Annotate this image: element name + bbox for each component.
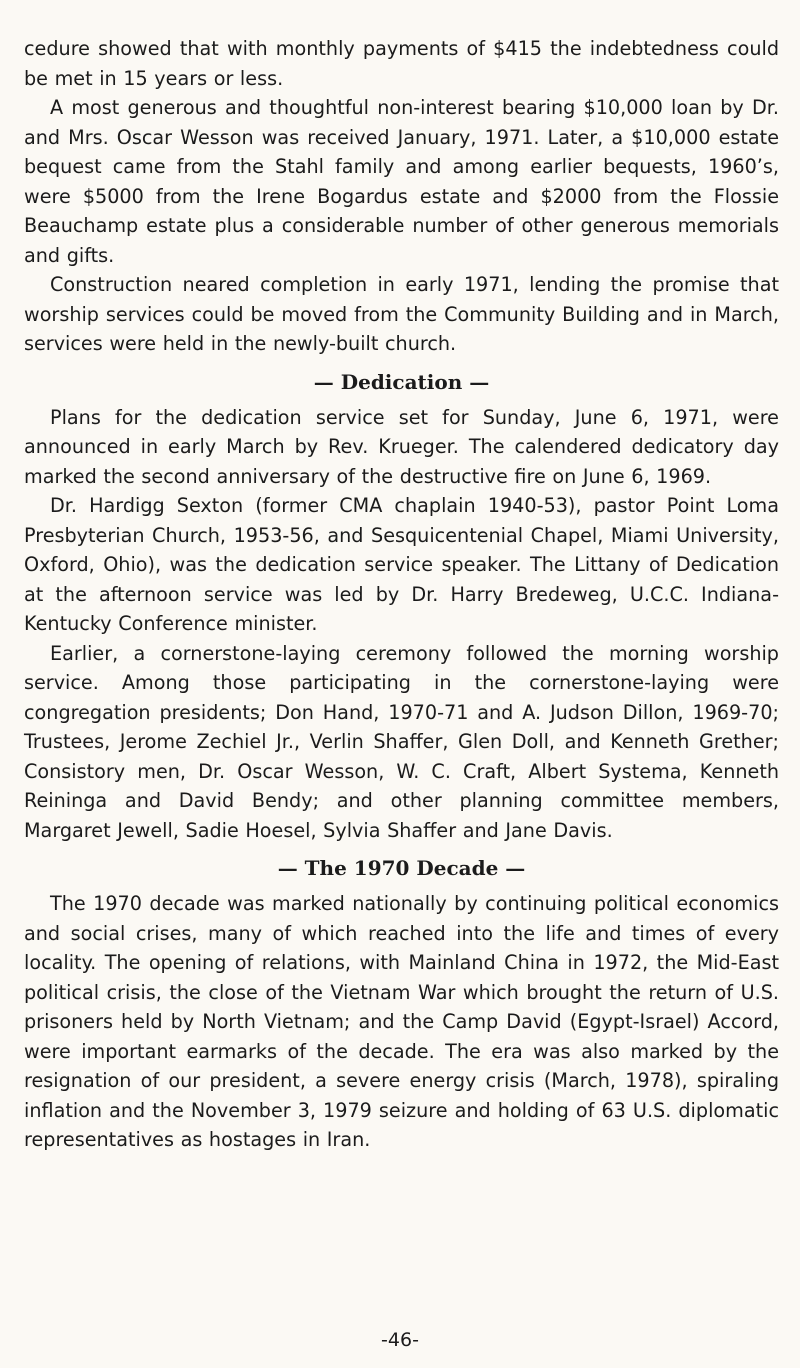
paragraph-loans-bequests: A most generous and thoughtful non-interest bearing $10,000 loan by Dr. and Mrs. Oscar Wesson was received January, 1971. Later, a $10,000 estate bequest came from the Stahl family and among earlier bequests, 1960’s, were $5000 from the Irene Bogardus estate and $2000 from the Flossie Beauchamp estate plus a considerable number of other generous memorials and gifts. — [24, 96, 779, 267]
section-heading-dedication: — Dedication — — [313, 369, 490, 394]
paragraph-continued: cedure showed that with monthly payments of $415 the indebtedness could be met in 15 years or less. — [24, 37, 779, 90]
section-heading-1970-decade: — The 1970 Decade — — [277, 856, 526, 880]
paragraph-dedication-speaker: Dr. Hardigg Sexton (former CMA chaplain 1940-53), pastor Point Loma Presbyterian Church, 1953-56, and Sesquicentenial Chapel, Miami University, Oxford, Ohio), was the dedication service speaker. The Littany of Dedication at the afternoon service was led by Dr. Harry Bredeweg, U.C.C. Indiana-Kentucky Conference minister. — [24, 494, 779, 635]
paragraph-dedication-plans: Plans for the dedication service set for Sunday, June 6, 1971, were announced in early March by Rev. Krueger. The calendered dedicatory day marked the second anniversary of the destructive fire on June 6, 1969. — [24, 405, 779, 488]
paragraph-1970-decade: The 1970 decade was marked nationally by continuing political economics and social crises, many of which reached into the life and times of every locality. The opening of relations, with Mainland China in 1972, the Mid-East political crisis, the close of the Vietnam War which brought the return of U.S. prisoners held by North Vietnam; and the Camp David (Egypt-Israel) Accord, were important earmarks of the decade. The era was also marked by the resignation of our president, a severe energy crisis (March, 1978), spiraling inflation and the November 3, 1979 seizure and holding of 63 U.S. diplomatic representatives as hostages in Iran. — [24, 892, 779, 1151]
paragraph-cornerstone: Earlier, a cornerstone-laying ceremony followed the morning worship service. Among those participating in the cornerstone-laying were congregation presidents; Don Hand, 1970-71 and A. Judson Dillon, 1969-70; Trustees, Jerome Zechiel Jr., Verlin Shaffer, Glen Doll, and Kenneth Grether; Consistory men, Dr. Oscar Wesson, W. C. Craft, Albert Systema, Kenneth Reininga and David Bendy; and other planning committee members, Margaret Jewell, Sadie Hoesel, Sylvia Shaffer and Jane Davis. — [24, 641, 779, 842]
paragraph-construction: Construction neared completion in early 1971, lending the promise that worship services could be moved from the Community Building and in March, services were held in the newly-built church. — [24, 273, 779, 355]
document-page — [24, 34, 779, 1155]
page-number: -46- — [381, 1329, 419, 1351]
